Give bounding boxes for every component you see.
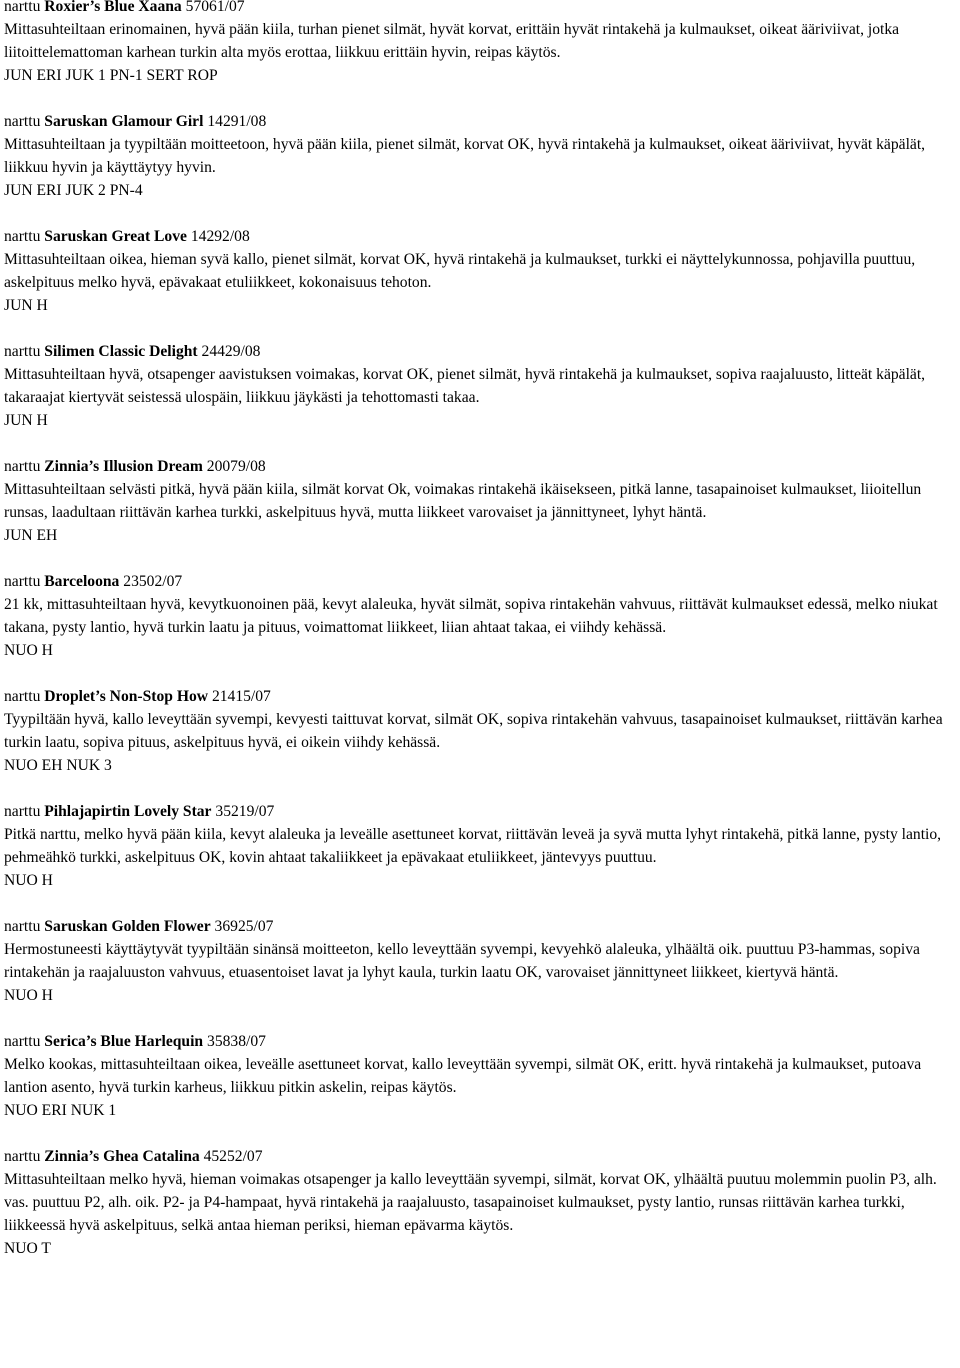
award-result: NUO H (4, 642, 53, 659)
entry-heading (4, 570, 956, 593)
award-result: NUO T (4, 1240, 51, 1257)
entry-list (4, 0, 956, 1260)
critique-text: Mittasuhteiltaan oikea, hieman syvä kallo, pienet silmät, korvat OK, hyvä rintakehä ja kulmaukset, turkki ei näyttelykunnossa, pohjavilla puuttuu, askelpituus melko hyvä, epävakaat etuliikkeet, kokonaisuus tehoton. (4, 251, 916, 291)
dog-name: Silimen Classic Delight (44, 343, 198, 360)
registration-number: 35838/07 (207, 1033, 266, 1050)
dog-name: Droplet’s Non-Stop How (44, 688, 209, 705)
sex-label: narttu (4, 228, 41, 245)
dog-entry (4, 1145, 956, 1260)
critique-text: Melko kookas, mittasuhteiltaan oikea, leveälle asettuneet korvat, kallo leveyttään syvempi, silmät OK, eritt. hyvä rintakehä ja kulmaukset, putoava lantion asento, hyvä turkin karheus, liikkuu pitkin askelin, reipas käytös. (4, 1056, 922, 1096)
sex-label: narttu (4, 458, 41, 475)
sex-label: narttu (4, 1148, 41, 1165)
dog-entry (4, 455, 956, 547)
registration-number: 35219/07 (215, 803, 275, 820)
dog-name: Serica’s Blue Harlequin (44, 1033, 204, 1050)
critique-text: 21 kk, mittasuhteiltaan hyvä, kevytkuonoinen pää, kevyt alaleuka, hyvät silmät, sopiva rintakehän vahvuus, riittävät kulmaukset edessä, melko niukat takana, pysty lantio, hyvä turkin laatu ja pituus, voimattomat liikkeet, liian ahtaat takaa, ei viihdy kehässä. (4, 596, 938, 636)
sex-label: narttu (4, 343, 41, 360)
sex-label: narttu (4, 1033, 41, 1050)
award-result: NUO H (4, 987, 53, 1004)
entry-heading (4, 340, 956, 363)
results-document (4, 0, 956, 1283)
award-result: NUO H (4, 872, 53, 889)
award-result: JUN H (4, 297, 48, 314)
dog-entry (4, 800, 956, 892)
dog-entry (4, 0, 956, 87)
dog-name: Saruskan Glamour Girl (44, 113, 204, 130)
critique-text: Mittasuhteiltaan melko hyvä, hieman voimakas otsapenger ja kallo leveyttään syvempi, silmät, korvat OK, ylhäältä puutuu molemmin puolin P3, alh. vas. puuttuu P2, alh. oik. P2- ja P4-hampaat, hyvä rintakehä ja raajaluusto, tasapainoiset kulmaukset, pysty lantio, runsas riittävän karhea turkki, liikkeessä hyvä askelpituus, selkä antaa hieman periksi, hieman epävarma käytös. (4, 1171, 937, 1234)
sex-label: narttu (4, 0, 41, 15)
sex-label: narttu (4, 688, 41, 705)
entry-heading (4, 685, 956, 708)
registration-number: 24429/08 (201, 343, 261, 360)
registration-number: 45252/07 (203, 1148, 263, 1165)
registration-number: 57061/07 (185, 0, 245, 15)
registration-number: 14292/08 (190, 228, 250, 245)
entry-heading (4, 225, 956, 248)
dog-name: Pihlajapirtin Lovely Star (44, 803, 212, 820)
dog-entry (4, 1030, 956, 1122)
sex-label: narttu (4, 113, 41, 130)
critique-text: Mittasuhteiltaan ja tyypiltään moitteetoon, hyvä pään kiila, pienet silmät, korvat OK, hyvä rintakehä ja kulmaukset, oikeat ääriviivat, hyvät käpälät, liikkuu hyvin ja käyttäytyy hyvin. (4, 136, 926, 176)
registration-number: 36925/07 (214, 918, 274, 935)
dog-name: Saruskan Great Love (44, 228, 187, 245)
registration-number: 21415/07 (211, 688, 271, 705)
dog-name: Roxier’s Blue Xaana (44, 0, 182, 15)
dog-entry (4, 340, 956, 432)
award-result: JUN ERI JUK 2 PN-4 (4, 182, 143, 199)
entry-heading (4, 0, 956, 18)
dog-name: Barceloona (44, 573, 120, 590)
dog-name: Saruskan Golden Flower (44, 918, 211, 935)
award-result: JUN H (4, 412, 48, 429)
entry-heading (4, 800, 956, 823)
registration-number: 20079/08 (206, 458, 266, 475)
award-result: NUO EH NUK 3 (4, 757, 112, 774)
sex-label: narttu (4, 918, 41, 935)
dog-name: Zinnia’s Illusion Dream (44, 458, 203, 475)
entry-heading (4, 110, 956, 133)
award-result: JUN ERI JUK 1 PN-1 SERT ROP (4, 67, 218, 84)
critique-text: Mittasuhteiltaan hyvä, otsapenger aavistuksen voimakas, korvat OK, pienet silmät, hyvä rintakehä ja kulmaukset, sopiva raajaluusto, litteät käpälät, takaraajat kiertyvät seistessä ulospäin, liikkuu jäykästi ja tehottomasti takaa. (4, 366, 926, 406)
entry-heading (4, 1145, 956, 1168)
dog-entry (4, 915, 956, 1007)
critique-text: Tyypiltään hyvä, kallo leveyttään syvempi, kevyesti taittuvat korvat, silmät OK, sopiva rintakehän vahvuus, tasapainoiset kulmaukset, riittävän karhea turkin laatu, sopiva pituus, askelpituus hyvä, ei oikein viihdy kehässä. (4, 711, 943, 751)
entry-heading (4, 915, 956, 938)
critique-text: Pitkä narttu, melko hyvä pään kiila, kevyt alaleuka ja leveälle asettuneet korvat, riittävän leveä ja syvä mutta lyhyt rintakehä, pitkä lanne, pysty lantio, pehmeähkö turkki, askelpituus OK, kovin ahtaat takaliikkeet ja epävakaat etuliikkeet, jäntevyys puuttuu. (4, 826, 942, 866)
sex-label: narttu (4, 573, 41, 590)
award-result: JUN EH (4, 527, 58, 544)
dog-entry (4, 570, 956, 662)
entry-heading (4, 1030, 956, 1053)
dog-entry (4, 685, 956, 777)
critique-text: Mittasuhteiltaan selvästi pitkä, hyvä pään kiila, silmät korvat Ok, voimakas rintakehä ikäisekseen, pitkä lanne, tasapainoiset kulmaukset, liioitellun runsas, laadultaan riittävän karhea turkki, askelpituus hyvä, mutta liikkeet varovaiset ja jännittyneet, lyhyt häntä. (4, 481, 922, 521)
dog-entry (4, 110, 956, 202)
dog-name: Zinnia’s Ghea Catalina (44, 1148, 200, 1165)
award-result: NUO ERI NUK 1 (4, 1102, 117, 1119)
entry-heading (4, 455, 956, 478)
critique-text: Hermostuneesti käyttäytyvät tyypiltään sinänsä moitteeton, kello leveyttään syvempi, kevyehkö alaleuka, ylhäältä oik. puuttuu P3-hammas, sopiva rintakehän ja raajaluuston vahvuus, etuasentoiset lavat ja lyhyt kaula, turkin laatu OK, varovaiset jännittyneet liikkeet, kiertyvä häntä. (4, 941, 920, 981)
registration-number: 14291/08 (207, 113, 267, 130)
registration-number: 23502/07 (123, 573, 183, 590)
critique-text: Mittasuhteiltaan erinomainen, hyvä pään kiila, turhan pienet silmät, hyvät korvat, erittäin hyvät rintakehä ja kulmaukset, oikeat ääriviivat, jotka liitoittelemattoman karhean turkin alta myös erottaa, liikkuu erittäin hyvin, reipas käytös. (4, 21, 900, 61)
sex-label: narttu (4, 803, 41, 820)
dog-entry (4, 225, 956, 317)
